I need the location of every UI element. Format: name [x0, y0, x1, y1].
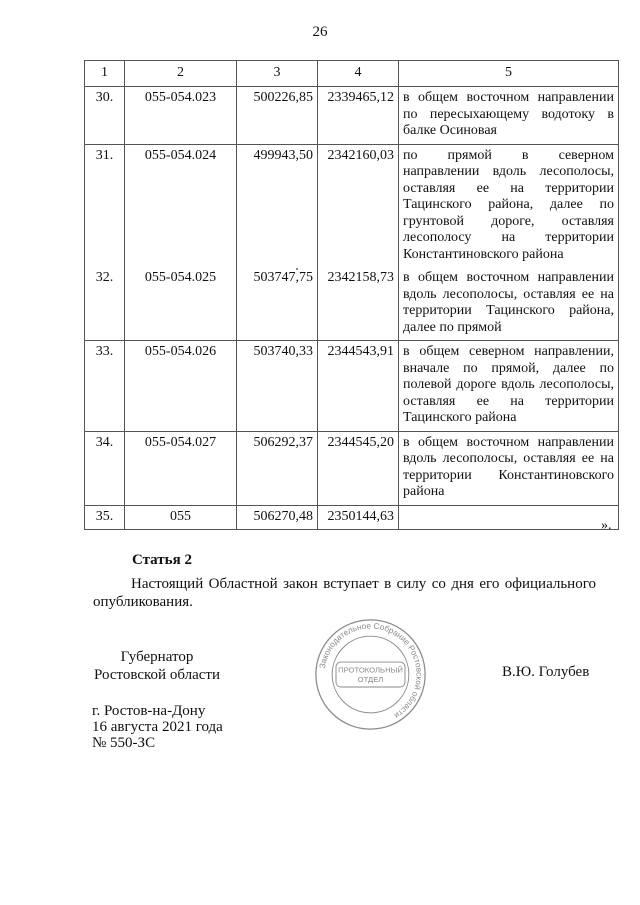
- boundary-description: в общем восточном направлении по пересыхающему водотоку в балке Осиновая: [399, 87, 619, 145]
- row-number: 33.: [85, 341, 125, 432]
- table-row: [85, 341, 619, 432]
- table-row: [85, 431, 619, 505]
- signatory-name: В.Ю. Голубев: [502, 664, 590, 680]
- table-row: [85, 267, 619, 341]
- coord-x: 503740,33: [237, 341, 318, 432]
- official-stamp: [313, 617, 428, 732]
- header-cell: 5: [399, 61, 619, 87]
- coord-x: 506292,37: [237, 431, 318, 505]
- boundary-description: в общем восточном направлении вдоль лесополосы, оставляя ее на территории Константиновского района: [399, 431, 619, 505]
- stamp-ring-text: Законодательное Собрание Ростовской области: [317, 621, 424, 721]
- point-code: 055-054.025: [125, 267, 237, 341]
- row-number: 35.: [85, 505, 125, 530]
- place-and-date: [92, 703, 223, 751]
- point-code: 055-054.024: [125, 144, 237, 267]
- header-cell: 4: [318, 61, 399, 87]
- city: г. Ростов-на-Дону: [92, 703, 206, 719]
- signatory-title: [92, 648, 222, 684]
- coord-x: 500226,85: [237, 87, 318, 145]
- boundary-description: в общем северном направлении, вначале по прямой, далее по полевой дороге вдоль лесополосы, оставляя ее на территории Тацинского района: [399, 341, 619, 432]
- date: 16 августа 2021 года: [92, 719, 223, 735]
- coord-x: 503747,75: [237, 267, 318, 341]
- row-number: 34.: [85, 431, 125, 505]
- page-number: 26: [312, 24, 328, 40]
- point-code: 055-054.027: [125, 431, 237, 505]
- point-code: 055: [125, 505, 237, 530]
- row-number: 30.: [85, 87, 125, 145]
- row-number: 32.: [85, 267, 125, 341]
- coord-y: 2350144,63: [318, 505, 399, 530]
- signatory-title-line: Губернатор: [120, 649, 194, 665]
- article-text: Настоящий Областной закон вступает в силу со дня его официального опубликования.: [93, 576, 596, 610]
- table-header-row: [85, 61, 619, 87]
- coord-x: 499943,50: [237, 144, 318, 267]
- point-code: 055-054.023: [125, 87, 237, 145]
- point-code: 055-054.026: [125, 341, 237, 432]
- coordinates-table: [84, 60, 619, 530]
- coord-y: 2339465,12: [318, 87, 399, 145]
- coord-y: 2344543,91: [318, 341, 399, 432]
- table-row: [85, 87, 619, 145]
- boundary-description: в общем восточном направлении вдоль лесополосы, оставляя ее на территории Тацинского района, далее по прямой: [399, 267, 619, 341]
- signatory-title-line: Ростовской области: [94, 667, 220, 683]
- scan-speck: [296, 268, 298, 270]
- coord-x: 506270,48: [237, 505, 318, 530]
- law-number: № 550-ЗС: [92, 735, 156, 751]
- header-cell: 2: [125, 61, 237, 87]
- article-title: Статья 2: [132, 552, 192, 568]
- table-row: [85, 505, 619, 530]
- header-cell: 1: [85, 61, 125, 87]
- boundary-description: [399, 505, 619, 530]
- coord-y: 2344545,20: [318, 431, 399, 505]
- stamp-center-line: ПРОТОКОЛЬНЫЙ: [338, 665, 403, 675]
- row-number: 31.: [85, 144, 125, 267]
- boundary-description: по прямой в северном направлении вдоль лесополосы, оставляя ее на территории Тацинского района, далее по грунтовой дороге, оставляя лесополосу на территории Константиновского района: [399, 144, 619, 267]
- header-cell: 3: [237, 61, 318, 87]
- coord-y: 2342158,73: [318, 267, 399, 341]
- closing-quote: ».: [601, 518, 612, 533]
- stamp-center-line: ОТДЕЛ: [357, 675, 384, 685]
- coord-y: 2342160,03: [318, 144, 399, 267]
- table-row: [85, 144, 619, 267]
